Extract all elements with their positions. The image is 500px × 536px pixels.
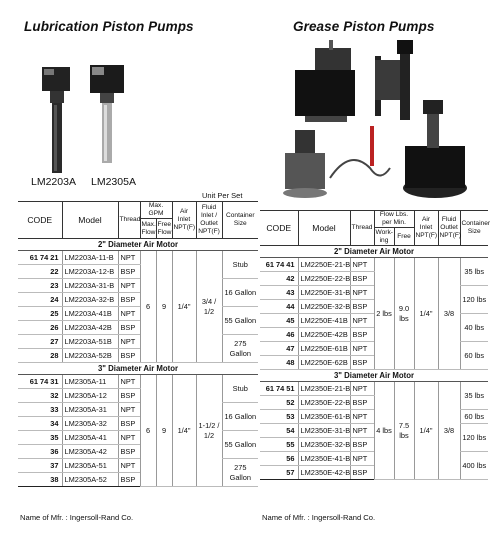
air-inlet-cell: 1/4" (414, 382, 438, 480)
container-cell: 16 Gallon (222, 279, 258, 307)
fluid-cell: 1-1/2 / 1/2 (196, 375, 222, 487)
thread-cell: BSP (350, 272, 374, 286)
model-cell: LM2250E-32-B (298, 300, 350, 314)
model-cell: LM2350E-32-B (298, 438, 350, 452)
model-cell: LM2203A-52B (62, 349, 118, 363)
thread-cell: BSP (350, 328, 374, 342)
model-cell: LM2305A-11 (62, 375, 118, 389)
container-cell: 60 lbs (460, 410, 488, 424)
thread-cell: NPT (350, 258, 374, 272)
fluid-cell: 3/4 / 1/2 (196, 251, 222, 363)
col-container: Container Size (460, 211, 488, 246)
thread-cell: BSP (350, 300, 374, 314)
code-cell: 47 (260, 342, 298, 356)
lubrication-pump-images (30, 55, 180, 180)
thread-cell: BSP (118, 293, 140, 307)
model-cell: LM2250E-21-B (298, 258, 350, 272)
container-cell: 400 lbs (460, 452, 488, 480)
air-inlet-cell: 1/4" (172, 251, 196, 363)
section-title: 2" Diameter Air Motor (260, 246, 488, 258)
code-cell: 33 (18, 403, 62, 417)
thread-cell: BSP (118, 265, 140, 279)
thread-cell: NPT (350, 410, 374, 424)
col-fluid: Fluid Inlet / Outlet NPT(F) (196, 202, 222, 239)
max-flow-cell: 6 (140, 251, 156, 363)
thread-cell: NPT (118, 251, 140, 265)
col-max-gpm: Max. GPM (140, 202, 172, 219)
code-cell: 61 74 51 (260, 382, 298, 396)
col-code: CODE (18, 202, 62, 239)
container-cell: Stub (222, 251, 258, 279)
caption-lm2305a: LM2305A (91, 176, 136, 188)
code-cell: 27 (18, 335, 62, 349)
grease-pump-images (275, 38, 475, 208)
thread-cell: NPT (118, 307, 140, 321)
model-cell: LM2250E-41B (298, 314, 350, 328)
model-cell: LM2305A-41 (62, 431, 118, 445)
code-cell: 37 (18, 459, 62, 473)
col-free-flow: Free Flow (156, 219, 172, 239)
section-title: 3" Diameter Air Motor (18, 363, 258, 375)
container-cell: 35 lbs (460, 382, 488, 410)
thread-cell: BSP (118, 473, 140, 487)
code-cell: 23 (18, 279, 62, 293)
col-thread: Thread (118, 202, 140, 239)
model-cell: LM2203A-12-B (62, 265, 118, 279)
code-cell: 43 (260, 286, 298, 300)
code-cell: 46 (260, 328, 298, 342)
thread-cell: BSP (350, 438, 374, 452)
code-cell: 45 (260, 314, 298, 328)
container-cell: 35 lbs (460, 258, 488, 286)
free-flow-cell: 7.5 lbs (394, 382, 414, 480)
free-flow-cell: 9.0 lbs (394, 258, 414, 370)
model-cell: LM2305A-32 (62, 417, 118, 431)
code-cell: 44 (260, 300, 298, 314)
thread-cell: NPT (118, 459, 140, 473)
model-cell: LM2305A-51 (62, 459, 118, 473)
air-inlet-cell: 1/4" (414, 258, 438, 370)
model-cell: LM2250E-42B (298, 328, 350, 342)
thread-cell: BSP (118, 417, 140, 431)
code-cell: 38 (18, 473, 62, 487)
col-max-flow: Max. Flow (140, 219, 156, 239)
thread-cell: NPT (350, 314, 374, 328)
air-inlet-cell: 1/4" (172, 375, 196, 487)
thread-cell: NPT (350, 286, 374, 300)
model-cell: LM2203A-11-B (62, 251, 118, 265)
model-cell: LM2350E-21-B (298, 382, 350, 396)
model-cell: LM2350E-41-B (298, 452, 350, 466)
model-cell: LM2203A-32-B (62, 293, 118, 307)
container-cell: 40 lbs (460, 314, 488, 342)
fluid-outlet-cell: 3/8 (438, 258, 460, 370)
thread-cell: NPT (118, 335, 140, 349)
thread-cell: NPT (118, 375, 140, 389)
fluid-outlet-cell: 3/8 (438, 382, 460, 480)
col-air-inlet: Air Inlet NPT(F) (172, 202, 196, 239)
model-cell: LM2203A-41B (62, 307, 118, 321)
code-cell: 25 (18, 307, 62, 321)
model-cell: LM2305A-42 (62, 445, 118, 459)
container-cell: 55 Gallon (222, 307, 258, 335)
working-flow-cell: 2 lbs (374, 258, 394, 370)
code-cell: 56 (260, 452, 298, 466)
code-cell: 57 (260, 466, 298, 480)
model-cell: LM2305A-52 (62, 473, 118, 487)
thread-cell: NPT (350, 452, 374, 466)
thread-cell: BSP (350, 396, 374, 410)
right-title: Grease Piston Pumps (293, 19, 435, 34)
col-working: Work- ing (375, 228, 393, 244)
left-title: Lubrication Piston Pumps (24, 19, 194, 34)
col-flow: Flow Lbs. per Min. (374, 211, 414, 228)
col-container: Container Size (222, 202, 258, 239)
code-cell: 54 (260, 424, 298, 438)
unit-per-set-note: Unit Per Set (202, 191, 243, 200)
thread-cell: NPT (350, 382, 374, 396)
code-cell: 42 (260, 272, 298, 286)
section-title: 2" Diameter Air Motor (18, 239, 258, 251)
free-flow-cell: 9 (156, 375, 172, 487)
thread-cell: BSP (118, 389, 140, 403)
container-cell: 120 lbs (460, 424, 488, 452)
thread-cell: NPT (118, 431, 140, 445)
code-cell: 24 (18, 293, 62, 307)
thread-cell: BSP (118, 445, 140, 459)
model-cell: LM2250E-62B (298, 356, 350, 370)
col-code: CODE (260, 211, 298, 246)
model-cell: LM2305A-12 (62, 389, 118, 403)
container-cell: 275 Gallon (222, 335, 258, 363)
col-free: Free (394, 228, 414, 246)
thread-cell: NPT (118, 403, 140, 417)
col-thread: Thread (350, 211, 374, 246)
model-cell: LM2250E-22-B (298, 272, 350, 286)
thread-cell: BSP (118, 321, 140, 335)
col-air-inlet: Air Inlet NPT(F) (414, 211, 438, 246)
thread-cell: BSP (350, 356, 374, 370)
grease-pumps-table (260, 210, 491, 480)
left-footer: Name of Mfr. : Ingersoll-Rand Co. (20, 513, 134, 522)
max-flow-cell: 6 (140, 375, 156, 487)
container-cell: 275 Gallon (222, 459, 258, 487)
code-cell: 35 (18, 431, 62, 445)
code-cell: 55 (260, 438, 298, 452)
free-flow-cell: 9 (156, 251, 172, 363)
model-cell: LM2350E-31-B (298, 424, 350, 438)
container-cell: Stub (222, 375, 258, 403)
thread-cell: BSP (118, 349, 140, 363)
code-cell: 36 (18, 445, 62, 459)
working-flow-cell: 4 lbs (374, 382, 394, 480)
code-cell: 34 (18, 417, 62, 431)
thread-cell: NPT (350, 342, 374, 356)
col-model: Model (298, 211, 350, 246)
code-cell: 61 74 41 (260, 258, 298, 272)
code-cell: 26 (18, 321, 62, 335)
container-cell: 120 lbs (460, 286, 488, 314)
model-cell: LM2350E-42-B (298, 466, 350, 480)
code-cell: 22 (18, 265, 62, 279)
code-cell: 28 (18, 349, 62, 363)
model-cell: LM2305A-31 (62, 403, 118, 417)
col-fluid-outlet: Fluid Outlet NPT(F) (438, 211, 460, 246)
model-cell: LM2350E-22-B (298, 396, 350, 410)
right-footer: Name of Mfr. : Ingersoll-Rand Co. (262, 513, 376, 522)
code-cell: 48 (260, 356, 298, 370)
container-cell: 60 lbs (460, 342, 488, 370)
code-cell: 61 74 31 (18, 375, 62, 389)
code-cell: 52 (260, 396, 298, 410)
col-model: Model (62, 202, 118, 239)
code-cell: 61 74 21 (18, 251, 62, 265)
lubrication-pumps-table (18, 201, 258, 487)
model-cell: LM2250E-61B (298, 342, 350, 356)
thread-cell: BSP (350, 466, 374, 480)
container-cell: 16 Gallon (222, 403, 258, 431)
code-cell: 53 (260, 410, 298, 424)
model-cell: LM2203A-31-B (62, 279, 118, 293)
thread-cell: NPT (350, 424, 374, 438)
model-cell: LM2203A-42B (62, 321, 118, 335)
model-cell: LM2350E-61-B (298, 410, 350, 424)
thread-cell: NPT (118, 279, 140, 293)
code-cell: 32 (18, 389, 62, 403)
model-cell: LM2203A-51B (62, 335, 118, 349)
model-cell: LM2250E-31-B (298, 286, 350, 300)
caption-lm2203a: LM2203A (31, 176, 76, 188)
section-title: 3" Diameter Air Motor (260, 370, 488, 382)
container-cell: 55 Gallon (222, 431, 258, 459)
